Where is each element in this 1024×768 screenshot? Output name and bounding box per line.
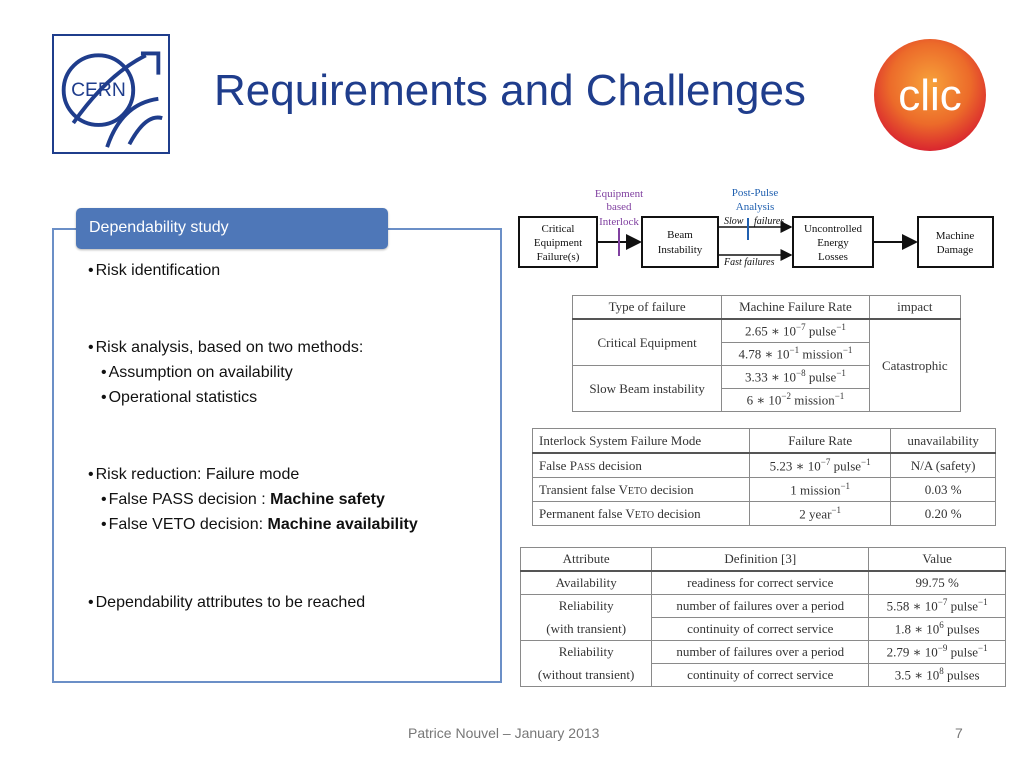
interlock-label: Equipment [594,188,644,200]
bullet-text: Risk reduction: Failure mode [95,466,300,483]
table-header-row [521,548,1006,572]
table-header: Machine Failure Rate [722,296,869,320]
table-cell: 4.78 ∗ $10^{-1}$ mission$^{-1}$ [722,343,869,366]
cern-logo-graphic [54,36,168,152]
table-row [521,664,1006,687]
table-cell: continuity of correct service [652,664,869,687]
bullet-bold-text: Machine availability [267,516,418,533]
flow-text: Critical [541,223,575,235]
table-row [521,595,1006,618]
table-cell: readiness for correct service [652,571,869,595]
bullet-text: Risk identification [95,262,221,279]
table-cell: number of failures over a period [652,641,869,664]
bullet-text: Risk analysis, based on two methods: [95,339,364,356]
interlock-label: based [606,201,632,213]
clic-logo-graphic [872,38,988,152]
table-cell: Critical Equipment [573,319,722,366]
flow-text: Uncontrolled [803,223,863,235]
flow-box-beam-instability [642,217,718,267]
fast-failures-label: Fast failures [724,257,775,268]
table-header: impact [869,296,960,320]
table-row [533,453,996,478]
machine-failure-rate-table [572,295,961,412]
table-cell: N/A (safety) [891,453,996,478]
table-header: Definition [3] [652,548,869,572]
bullet-text: False PASS decision : [108,491,271,508]
table-cell: (with transient) [521,618,652,641]
flow-text: Beam [667,229,693,241]
page-number: 7 [955,725,963,741]
postpulse-label: Post-Pulse [731,187,779,199]
table-cell: Permanent false VETO decision [533,502,750,526]
cern-logo [52,34,170,154]
flow-text: Energy [817,237,849,249]
footer-author: Patrice Nouvel – January 2013 [408,725,600,741]
table-cell: 2.65 ∗ $10^{-7}$ pulse$^{-1}$ [722,319,869,343]
slow-failures-label: Slow [724,216,744,227]
table-cell: 0.20 % [891,502,996,526]
flow-text: Machine [935,230,975,242]
table-header: Interlock System Failure Mode [533,429,750,454]
table-cell: 2 year$^{-1}$ [750,502,891,526]
clic-logo-text: clic [898,71,962,120]
table-cell: False PASS decision [533,453,750,478]
slow-failures-label: failures [754,216,785,227]
bullet-bold-text: Machine safety [270,491,385,508]
bullet-false-pass: • False PASS decision : Machine safety [101,491,385,508]
interlock-label: Interlock [599,216,639,228]
table-cell: Transient false VETO decision [533,478,750,502]
table-header-row [533,429,996,454]
interlock-failure-mode-table [532,428,996,526]
flow-text: Equipment [533,237,583,249]
bullet-risk-analysis: • Risk analysis, based on two methods: [88,339,364,356]
bullet-operational-statistics: • Operational statistics [101,389,258,406]
flow-text: Instability [657,244,703,256]
cern-logo-text: CERN [71,79,126,101]
table-row [533,478,996,502]
table-cell: 1.8 ∗ $10^6$ pulses [869,618,1006,641]
table-header: Attribute [521,548,652,572]
flow-text: Damage [936,244,974,256]
dependability-study-tab: Dependability study [76,208,388,249]
table-row [573,319,961,343]
table-row [521,571,1006,595]
table-header: Failure Rate [750,429,891,454]
bullet-risk-identification: • Risk identification [88,262,221,279]
postpulse-label: Analysis [735,201,775,213]
table-cell: 3.33 ∗ $10^{-8}$ pulse$^{-1}$ [722,366,869,389]
table-header: unavailability [891,429,996,454]
flow-text: Failure(s) [536,251,580,263]
flow-box-machine-damage [918,217,993,267]
table-row [533,502,996,526]
failure-flow-diagram [516,184,996,272]
table-cell: Slow Beam instability [573,366,722,412]
bullet-assumption-availability: • Assumption on availability [101,364,293,381]
table-cell: number of failures over a period [652,595,869,618]
table-cell: 2.79 ∗ $10^{-9}$ pulse$^{-1}$ [869,641,1006,664]
table-cell: 5.23 ∗ $10^{-7}$ pulse$^{-1}$ [750,453,891,478]
table-cell: 6 ∗ $10^{-2}$ mission$^{-1}$ [722,389,869,412]
clic-logo [872,38,988,152]
table-cell-impact: Catastrophic [869,319,960,412]
table-header: Value [869,548,1006,572]
table-row [521,618,1006,641]
table-header-row [573,296,961,320]
table-header: Type of failure [573,296,722,320]
flow-text: Losses [818,251,848,263]
table-cell: Reliability [521,641,652,664]
bullet-text: Assumption on availability [108,364,293,381]
bullet-text: Dependability attributes to be reached [95,594,366,611]
table-cell: (without transient) [521,664,652,687]
table-cell: Reliability [521,595,652,618]
table-cell: 0.03 % [891,478,996,502]
bullet-dependability-attributes: • Dependability attributes to be reached [88,594,366,611]
page-title: Requirements and Challenges [214,66,806,115]
table-cell: 1 mission$^{-1}$ [750,478,891,502]
bullet-text: Operational statistics [108,389,258,406]
bullet-text: False VETO decision: [108,516,268,533]
dependability-study-panel [52,228,502,683]
table-cell: 99.75 % [869,571,1006,595]
table-cell: 5.58 ∗ $10^{-7}$ pulse$^{-1}$ [869,595,1006,618]
table-cell: 3.5 ∗ $10^8$ pulses [869,664,1006,687]
bullet-risk-reduction: • Risk reduction: Failure mode [88,466,300,483]
bullet-false-veto: • False VETO decision: Machine availability [101,516,418,533]
dependability-attributes-table [520,547,1006,687]
table-cell: continuity of correct service [652,618,869,641]
table-cell: Availability [521,571,652,595]
table-row [521,641,1006,664]
